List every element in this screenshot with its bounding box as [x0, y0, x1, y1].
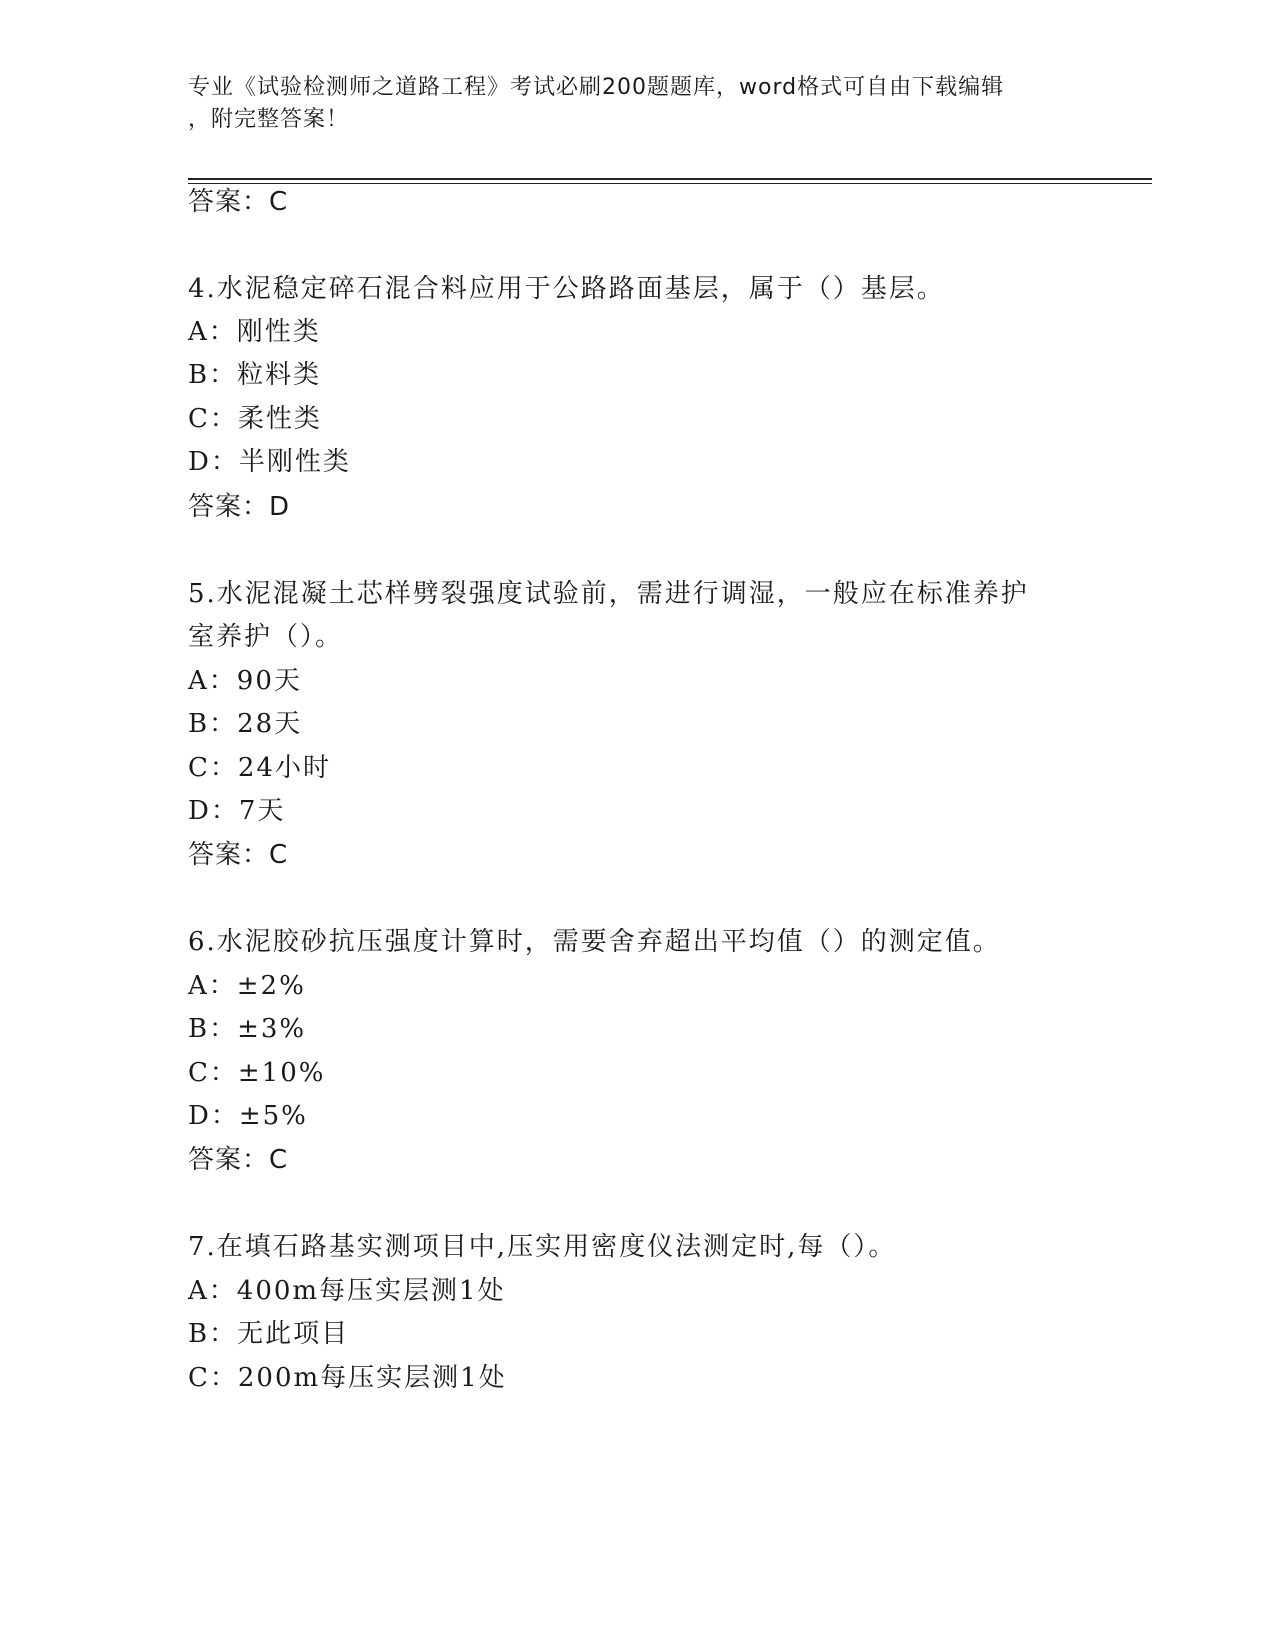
question-5-option-a: A：90天 — [188, 666, 302, 696]
question-4-answer: 答案：D — [188, 492, 291, 522]
question-7-text: 7.在填石路基实测项目中,压实用密度仪法测定时,每（）。 — [188, 1232, 897, 1262]
question-5-option-b: B：28天 — [188, 709, 303, 739]
question-5-option-c: C：24小时 — [188, 753, 331, 783]
question-6-answer: 答案：C — [188, 1145, 289, 1175]
question-4-option-c: C：柔性类 — [188, 404, 322, 434]
question-4-option-d: D：半刚性类 — [188, 447, 351, 477]
question-6-option-a: A：±2% — [188, 971, 306, 1001]
answer-previous-question: 答案：C — [188, 187, 289, 217]
document-header — [188, 72, 1068, 136]
question-4-text: 4.水泥稳定碎石混合料应用于公路路面基层，属于（）基层。 — [188, 274, 945, 304]
question-6-text: 6.水泥胶砂抗压强度计算时，需要舍弃超出平均值（）的测定值。 — [188, 927, 1001, 957]
question-7-option-a: A：400m每压实层测1处 — [188, 1276, 506, 1306]
question-6-option-d: D：±5% — [188, 1101, 308, 1131]
question-5-option-d: D：7天 — [188, 796, 286, 826]
question-7-option-b: B：无此项目 — [188, 1319, 350, 1349]
header-title-line-2: ，附完整答案！ — [188, 107, 350, 132]
question-6-option-c: C：±10% — [188, 1058, 326, 1088]
question-7-option-c: C：200m每压实层测1处 — [188, 1363, 507, 1393]
question-6-option-b: B：±3% — [188, 1014, 307, 1044]
header-title-line-1: 专业《试验检测师之道路工程》考试必刷200题题库，word格式可自由下载编辑 — [188, 75, 1005, 100]
question-4-option-a: A：刚性类 — [188, 317, 321, 347]
header-divider-thick — [188, 178, 1152, 180]
question-5-text-line-1: 5.水泥混凝土芯样劈裂强度试验前，需进行调湿，一般应在标准养护 — [188, 579, 1029, 609]
question-4-option-b: B：粒料类 — [188, 360, 322, 390]
question-5-answer: 答案：C — [188, 840, 289, 870]
header-divider-thin — [188, 183, 1152, 184]
question-5-text-line-2: 室养护（）。 — [188, 622, 344, 652]
